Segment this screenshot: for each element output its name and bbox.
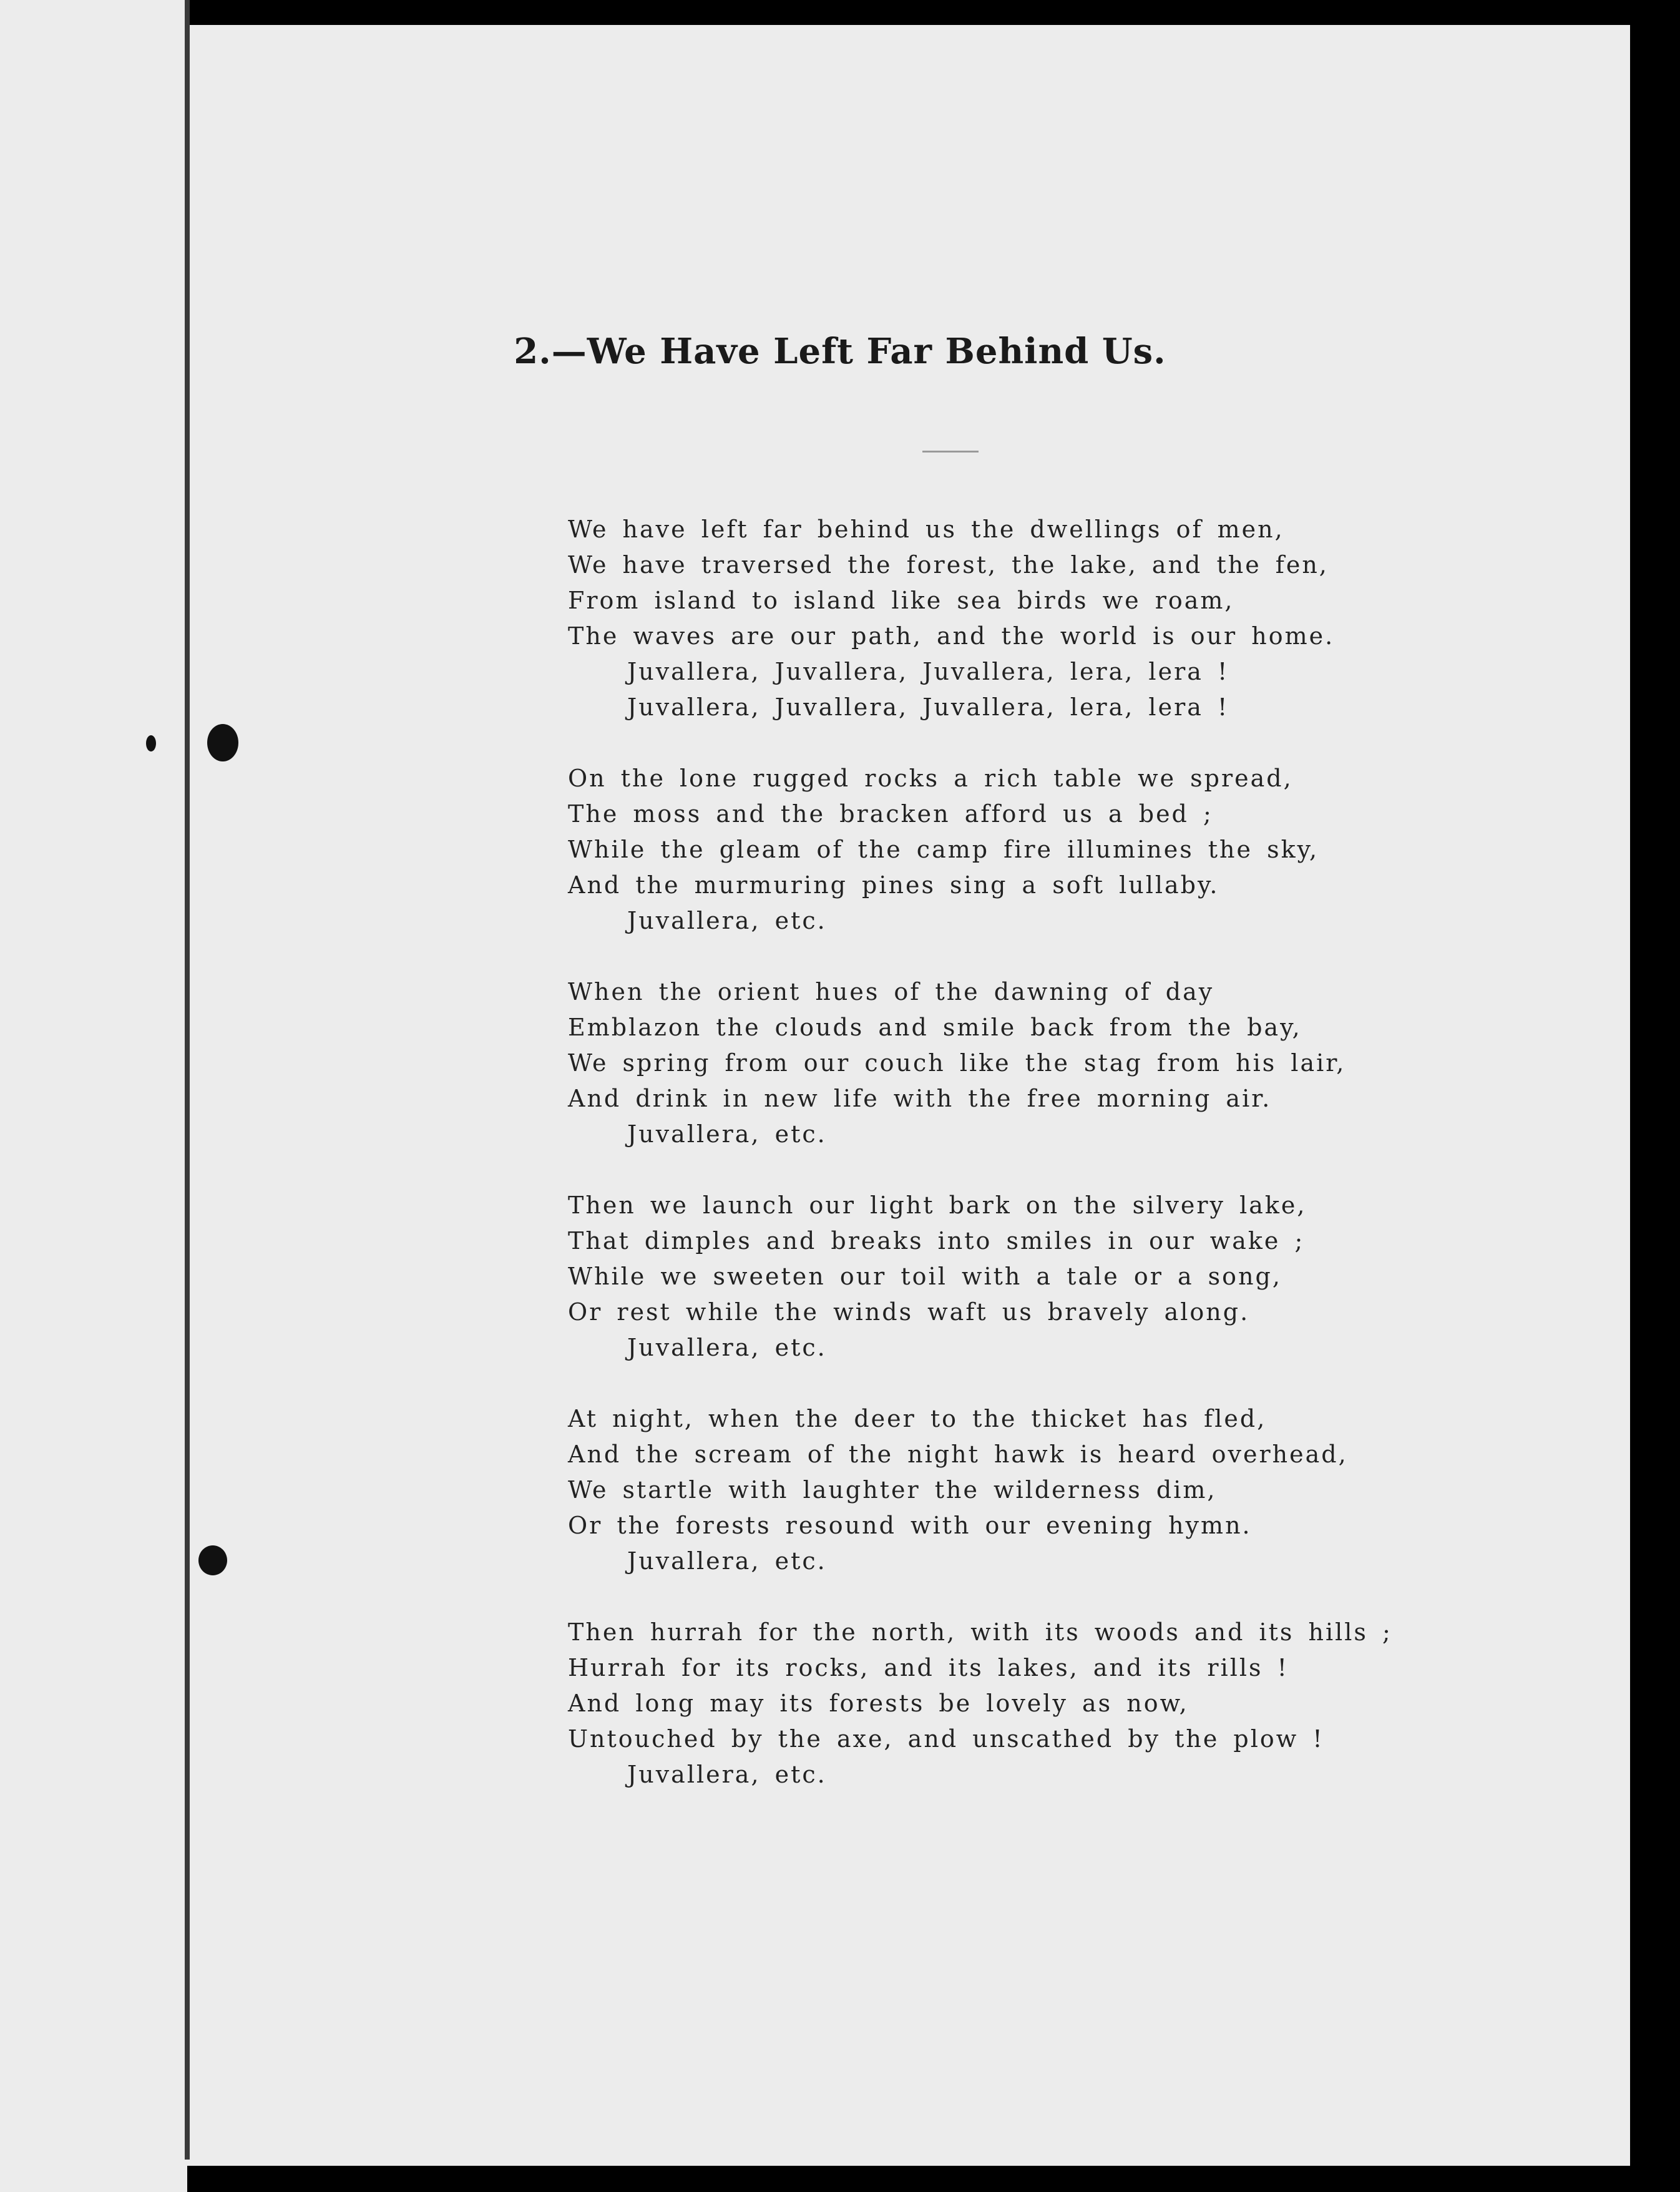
verse-line: Then hurrah for the north, with its woods and its hills ; xyxy=(568,1618,1392,1646)
stanza xyxy=(568,1615,1392,1793)
verse-line: We startle with laughter the wilderness dim, xyxy=(568,1476,1217,1504)
verse-line: We spring from our couch like the stag from his lair, xyxy=(568,1049,1346,1077)
stanza xyxy=(568,1401,1379,1579)
binding-hole-top-small xyxy=(146,735,156,751)
binding-hole-bottom xyxy=(198,1545,227,1575)
stanza xyxy=(568,974,1379,1152)
verse-line: The waves are our path, and the world is our home. xyxy=(568,622,1335,650)
page-margin-left xyxy=(0,0,187,2192)
binding-edge xyxy=(185,0,190,2160)
title-divider xyxy=(922,451,979,453)
verse-line: We have left far behind us the dwellings of men, xyxy=(568,516,1284,543)
verse-line: When the orient hues of the dawning of day xyxy=(568,978,1214,1005)
verse-line: At night, when the deer to the thicket has fled, xyxy=(568,1405,1267,1432)
verse-line: The moss and the bracken afford us a bed ; xyxy=(568,800,1213,828)
stanza xyxy=(568,761,1379,939)
verse-line: Then we launch our light bark on the silvery lake, xyxy=(568,1191,1307,1219)
binding-hole-top xyxy=(207,724,238,761)
verse-line: Or rest while the winds waft us bravely along. xyxy=(568,1298,1250,1326)
refrain-line: Juvallera, etc. xyxy=(627,1761,827,1788)
refrain-line: Juvallera, etc. xyxy=(627,1334,827,1361)
refrain-line: Juvallera, etc. xyxy=(627,1547,827,1575)
verse-line: And long may its forests be lovely as now, xyxy=(568,1690,1189,1717)
verse-line: Emblazon the clouds and smile back from the bay, xyxy=(568,1014,1302,1041)
song-title: 2.—We Have Left Far Behind Us. xyxy=(514,331,1166,372)
refrain-line: Juvallera, Juvallera, Juvallera, lera, lera ! xyxy=(627,693,1229,721)
verse-line: Untouched by the axe, and unscathed by the plow ! xyxy=(568,1725,1324,1753)
verse-line: Hurrah for its rocks, and its lakes, and its rills ! xyxy=(568,1654,1289,1681)
verse-line: While we sweeten our toil with a tale or a song, xyxy=(568,1263,1282,1290)
verse-line: From island to island like sea birds we roam, xyxy=(568,587,1234,614)
refrain-line: Juvallera, etc. xyxy=(627,1120,827,1148)
verse-line: We have traversed the forest, the lake, and the fen, xyxy=(568,551,1329,579)
verse-line: That dimples and breaks into smiles in our wake ; xyxy=(568,1227,1305,1255)
verse-line: On the lone rugged rocks a rich table we spread, xyxy=(568,765,1293,792)
verse-line: And the murmuring pines sing a soft lullaby. xyxy=(568,871,1219,899)
verse-line: Or the forests resound with our evening hymn. xyxy=(568,1512,1252,1539)
verse-line: And the scream of the night hawk is heard overhead, xyxy=(568,1441,1348,1468)
refrain-line: Juvallera, etc. xyxy=(627,907,827,934)
refrain-line: Juvallera, Juvallera, Juvallera, lera, lera ! xyxy=(627,658,1229,685)
stanza xyxy=(568,512,1379,725)
verse-line: While the gleam of the camp fire illumines the sky, xyxy=(568,836,1319,863)
stanza xyxy=(568,1188,1379,1366)
verse-line: And drink in new life with the free morning air. xyxy=(568,1085,1272,1112)
poem-body xyxy=(568,512,1392,1828)
